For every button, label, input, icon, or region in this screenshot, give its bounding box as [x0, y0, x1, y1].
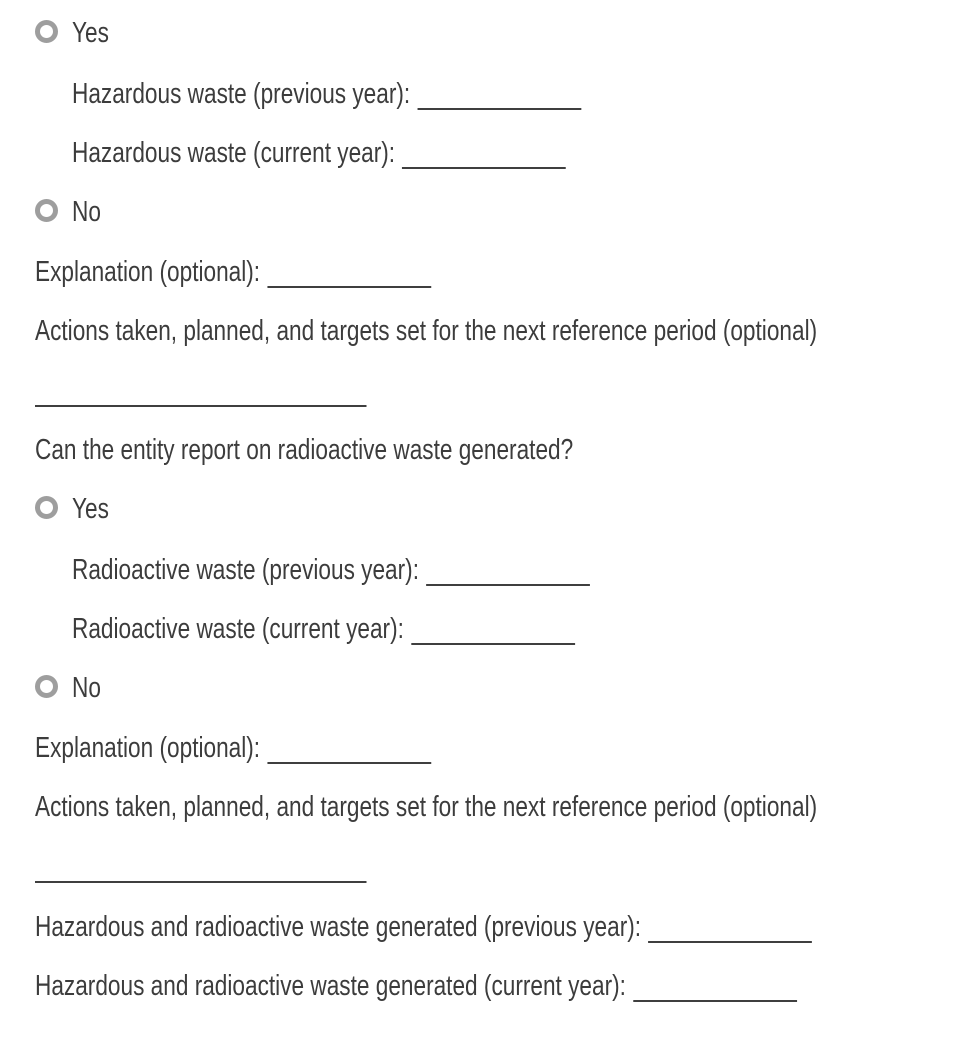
field-row-radioactive-current [72, 599, 980, 659]
radio-option-hazardous-no[interactable] [35, 183, 980, 243]
field-label-hazardous-explanation: Explanation (optional): [35, 256, 261, 289]
field-label-hazardous-current: Hazardous waste (current year): [72, 137, 396, 170]
total-current-blank-field[interactable] [633, 970, 797, 1002]
label-row-hazardous-actions [35, 302, 980, 362]
hazardous-current-blank-field[interactable] [402, 137, 566, 169]
field-label-hazardous-actions: Actions taken, planned, and targets set for the next reference period (optional) [35, 314, 818, 347]
field-row-hazardous-current [72, 123, 980, 183]
radio-label-radioactive-yes: Yes [72, 493, 109, 526]
radio-label-hazardous-yes: Yes [72, 17, 109, 50]
radio-button-icon[interactable] [35, 199, 58, 222]
field-row-total-current [35, 956, 980, 1016]
field-row-hazardous-explanation [35, 242, 980, 302]
question-radioactive [35, 421, 980, 481]
field-row-hazardous-actions-blank [35, 361, 980, 421]
hazardous-previous-blank-field[interactable] [417, 78, 581, 110]
field-label-total-previous: Hazardous and radioactive waste generated (previous year): [35, 910, 642, 943]
radio-label-radioactive-no: No [72, 671, 101, 704]
hazardous-actions-blank-field[interactable] [35, 375, 367, 407]
radio-button-icon[interactable] [35, 20, 58, 43]
radio-option-radioactive-yes[interactable] [35, 480, 980, 540]
field-label-radioactive-previous: Radioactive waste (previous year): [72, 553, 419, 586]
radio-button-icon[interactable] [35, 675, 58, 698]
field-row-radioactive-explanation [35, 718, 980, 778]
field-label-total-current: Hazardous and radioactive waste generated (current year): [35, 970, 626, 1003]
field-label-radioactive-explanation: Explanation (optional): [35, 732, 261, 765]
field-row-hazardous-previous [72, 64, 980, 124]
radio-option-radioactive-no[interactable] [35, 659, 980, 719]
radio-button-icon[interactable] [35, 496, 58, 519]
field-label-radioactive-current: Radioactive waste (current year): [72, 613, 404, 646]
field-row-radioactive-actions-blank [35, 837, 980, 897]
radioactive-previous-blank-field[interactable] [426, 554, 590, 586]
hazardous-explanation-blank-field[interactable] [267, 256, 431, 288]
label-row-radioactive-actions [35, 778, 980, 838]
radioactive-actions-blank-field[interactable] [35, 851, 367, 883]
radio-label-hazardous-no: No [72, 195, 101, 228]
field-row-total-previous [35, 897, 980, 957]
field-row-radioactive-previous [72, 540, 980, 600]
field-label-hazardous-previous: Hazardous waste (previous year): [72, 77, 411, 110]
field-label-radioactive-actions: Actions taken, planned, and targets set for the next reference period (optional) [35, 790, 818, 823]
radio-option-hazardous-yes[interactable] [35, 4, 980, 64]
total-previous-blank-field[interactable] [648, 911, 812, 943]
radioactive-explanation-blank-field[interactable] [267, 732, 431, 764]
radioactive-current-blank-field[interactable] [411, 613, 575, 645]
question-radioactive-label: Can the entity report on radioactive waste generated? [35, 433, 574, 466]
